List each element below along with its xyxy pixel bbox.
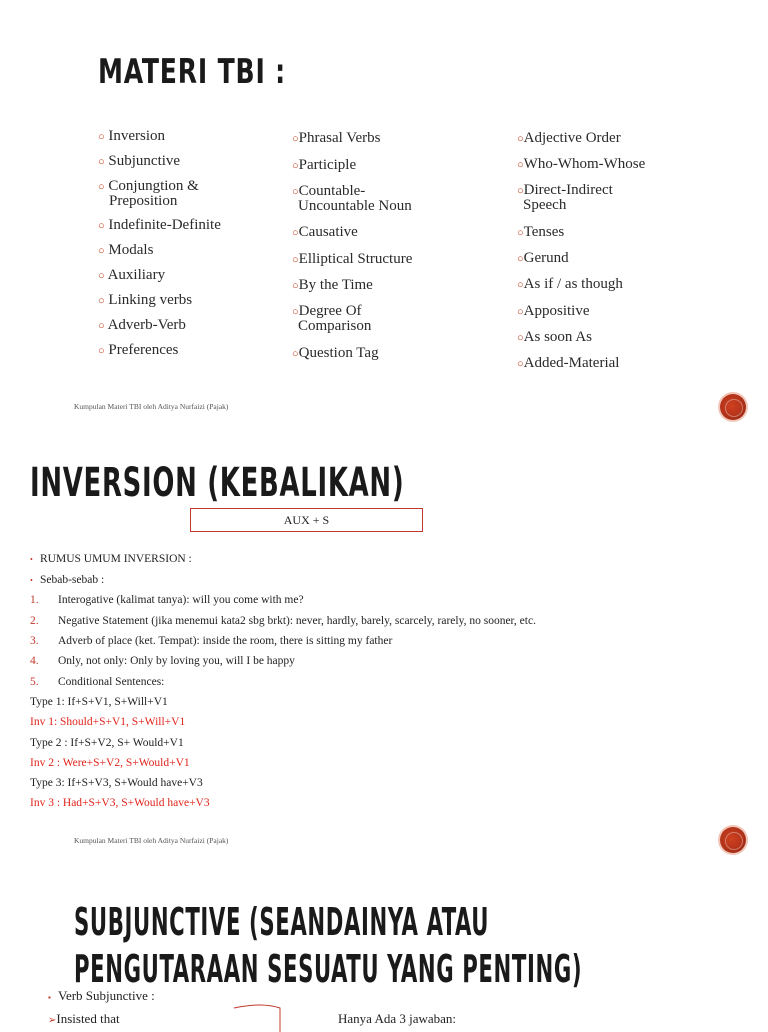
- list-item: ○Question Tag: [292, 345, 379, 361]
- list-item: ○ Modals: [98, 242, 154, 258]
- circle-bullet-icon: ○: [98, 270, 105, 282]
- numbered-item: 4. Only, not only: Only by loving you, will I be happy: [30, 655, 295, 667]
- type-line: Type 1: If+S+V1, S+Will+V1: [30, 696, 168, 708]
- list-item: ○Who-Whom-Whose: [517, 156, 646, 172]
- circle-bullet-icon: ○: [98, 295, 105, 307]
- list-item: ○ Adverb-Verb: [98, 317, 186, 333]
- circle-bullet-icon: ○: [98, 320, 105, 332]
- list-item: ○As soon As: [517, 329, 593, 345]
- list-item: ○Participle: [292, 157, 357, 173]
- square-bullet-icon: •: [30, 555, 33, 564]
- list-item: Comparison: [298, 318, 372, 334]
- list-item: ○ Indefinite-Definite: [98, 217, 221, 233]
- numbered-item: 2. Negative Statement (jika menemui kata2 sbg brkt): never, hardly, barely, scarcely, rarely, no sooner, etc.: [30, 615, 536, 627]
- slide-inversion: [0, 430, 768, 870]
- slide-footer: Kumpulan Materi TBI oleh Aditya Nurfaizi (Pajak): [74, 836, 229, 845]
- slide-title: INVERSION (KEBALIKAN): [30, 460, 405, 506]
- slide-subjunctive: [0, 870, 768, 1024]
- circle-bullet-icon: ○: [517, 358, 524, 370]
- list-item: ○ Conjungtion &: [98, 178, 199, 194]
- circle-bullet-icon: ○: [292, 160, 299, 172]
- circle-bullet-icon: ○: [98, 345, 105, 357]
- circle-bullet-icon: ○: [517, 159, 524, 171]
- slide-title: MATERI TBI :: [98, 52, 286, 92]
- list-item: ○ Inversion: [98, 128, 166, 144]
- slide-footer: Kumpulan Materi TBI oleh Aditya Nurfaizi (Pajak): [74, 402, 229, 411]
- list-item: ○Appositive: [517, 303, 590, 319]
- circle-bullet-icon: ○: [292, 280, 299, 292]
- list-item: ○Countable-: [292, 183, 366, 199]
- list-item: ○Gerund: [517, 250, 569, 266]
- list-item: ○Adjective Order: [517, 130, 621, 146]
- list-item: ○By the Time: [292, 277, 373, 293]
- list-item: ○Elliptical Structure: [292, 251, 413, 267]
- circle-bullet-icon: ○: [517, 185, 524, 197]
- bullet-verb-subjunctive: ▪ Verb Subjunctive :: [48, 988, 155, 1003]
- list-item: ○ Linking verbs: [98, 292, 193, 308]
- answer-note: Hanya Ada 3 jawaban:: [338, 1011, 457, 1026]
- numbered-item: 1. Interogative (kalimat tanya): will you come with me?: [30, 594, 304, 606]
- circle-bullet-icon: ○: [292, 133, 299, 145]
- type-line: Type 3: If+S+V3, S+Would have+V3: [30, 777, 203, 789]
- bracket-decoration: [232, 1002, 292, 1032]
- slide-title-line1: SUBJUNCTIVE (SEANDAINYA ATAU: [74, 900, 490, 944]
- inversion-line: Inv 1: Should+S+V1, S+Will+V1: [30, 716, 186, 728]
- arrow-item: ➢Insisted that: [48, 1011, 120, 1026]
- list-item: ○Added-Material: [517, 355, 620, 371]
- circle-bullet-icon: ○: [98, 156, 105, 168]
- list-item: Preposition: [109, 193, 178, 209]
- circle-bullet-icon: ○: [98, 220, 105, 232]
- inversion-line: Inv 3 : Had+S+V3, S+Would have+V3: [30, 797, 210, 809]
- bullet-rumus: • RUMUS UMUM INVERSION :: [30, 553, 192, 565]
- square-bullet-icon: ▪: [48, 993, 51, 1002]
- formula-box: AUX + S: [190, 508, 423, 532]
- bullet-sebab: • Sebab-sebab :: [30, 574, 105, 586]
- list-item: ○Tenses: [517, 224, 565, 240]
- slide-orb-icon: [720, 394, 746, 420]
- circle-bullet-icon: ○: [98, 245, 105, 257]
- numbered-item: 3. Adverb of place (ket. Tempat): inside the room, there is sitting my father: [30, 635, 393, 647]
- slide-orb-icon: [720, 827, 746, 853]
- list-item: Uncountable Noun: [298, 198, 412, 214]
- list-item: ○Degree Of: [292, 303, 362, 319]
- circle-bullet-icon: ○: [292, 306, 299, 318]
- square-bullet-icon: •: [30, 576, 33, 585]
- circle-bullet-icon: ○: [98, 181, 105, 193]
- topic-list-col1: [98, 128, 288, 367]
- circle-bullet-icon: ○: [292, 227, 299, 239]
- slide-materi-tbi: [0, 0, 768, 430]
- circle-bullet-icon: ○: [292, 254, 299, 266]
- list-item: ○ Subjunctive: [98, 153, 181, 169]
- circle-bullet-icon: ○: [517, 133, 524, 145]
- inversion-line: Inv 2 : Were+S+V2, S+Would+V1: [30, 757, 190, 769]
- circle-bullet-icon: ○: [517, 227, 524, 239]
- numbered-item: 5. Conditional Sentences:: [30, 676, 165, 688]
- circle-bullet-icon: ○: [517, 279, 524, 291]
- list-item: ○Direct-Indirect: [517, 182, 613, 198]
- list-item: ○Phrasal Verbs: [292, 130, 381, 146]
- arrow-bullet-icon: ➢: [48, 1015, 57, 1026]
- list-item: ○As if / as though: [517, 276, 623, 292]
- type-line: Type 2 : If+S+V2, S+ Would+V1: [30, 737, 184, 749]
- circle-bullet-icon: ○: [98, 131, 105, 143]
- circle-bullet-icon: ○: [292, 348, 299, 360]
- list-item: Speech: [523, 197, 567, 213]
- slide-title-line2: PENGUTARAAN SESUATU YANG PENTING): [74, 947, 583, 991]
- circle-bullet-icon: ○: [517, 306, 524, 318]
- circle-bullet-icon: ○: [517, 332, 524, 344]
- topic-list-col3: [517, 130, 737, 381]
- circle-bullet-icon: ○: [292, 186, 299, 198]
- topic-list-col2: [292, 130, 502, 371]
- circle-bullet-icon: ○: [517, 253, 524, 265]
- list-item: ○ Auxiliary: [98, 267, 166, 283]
- list-item: ○ Preferences: [98, 342, 179, 358]
- list-item: ○Causative: [292, 224, 358, 240]
